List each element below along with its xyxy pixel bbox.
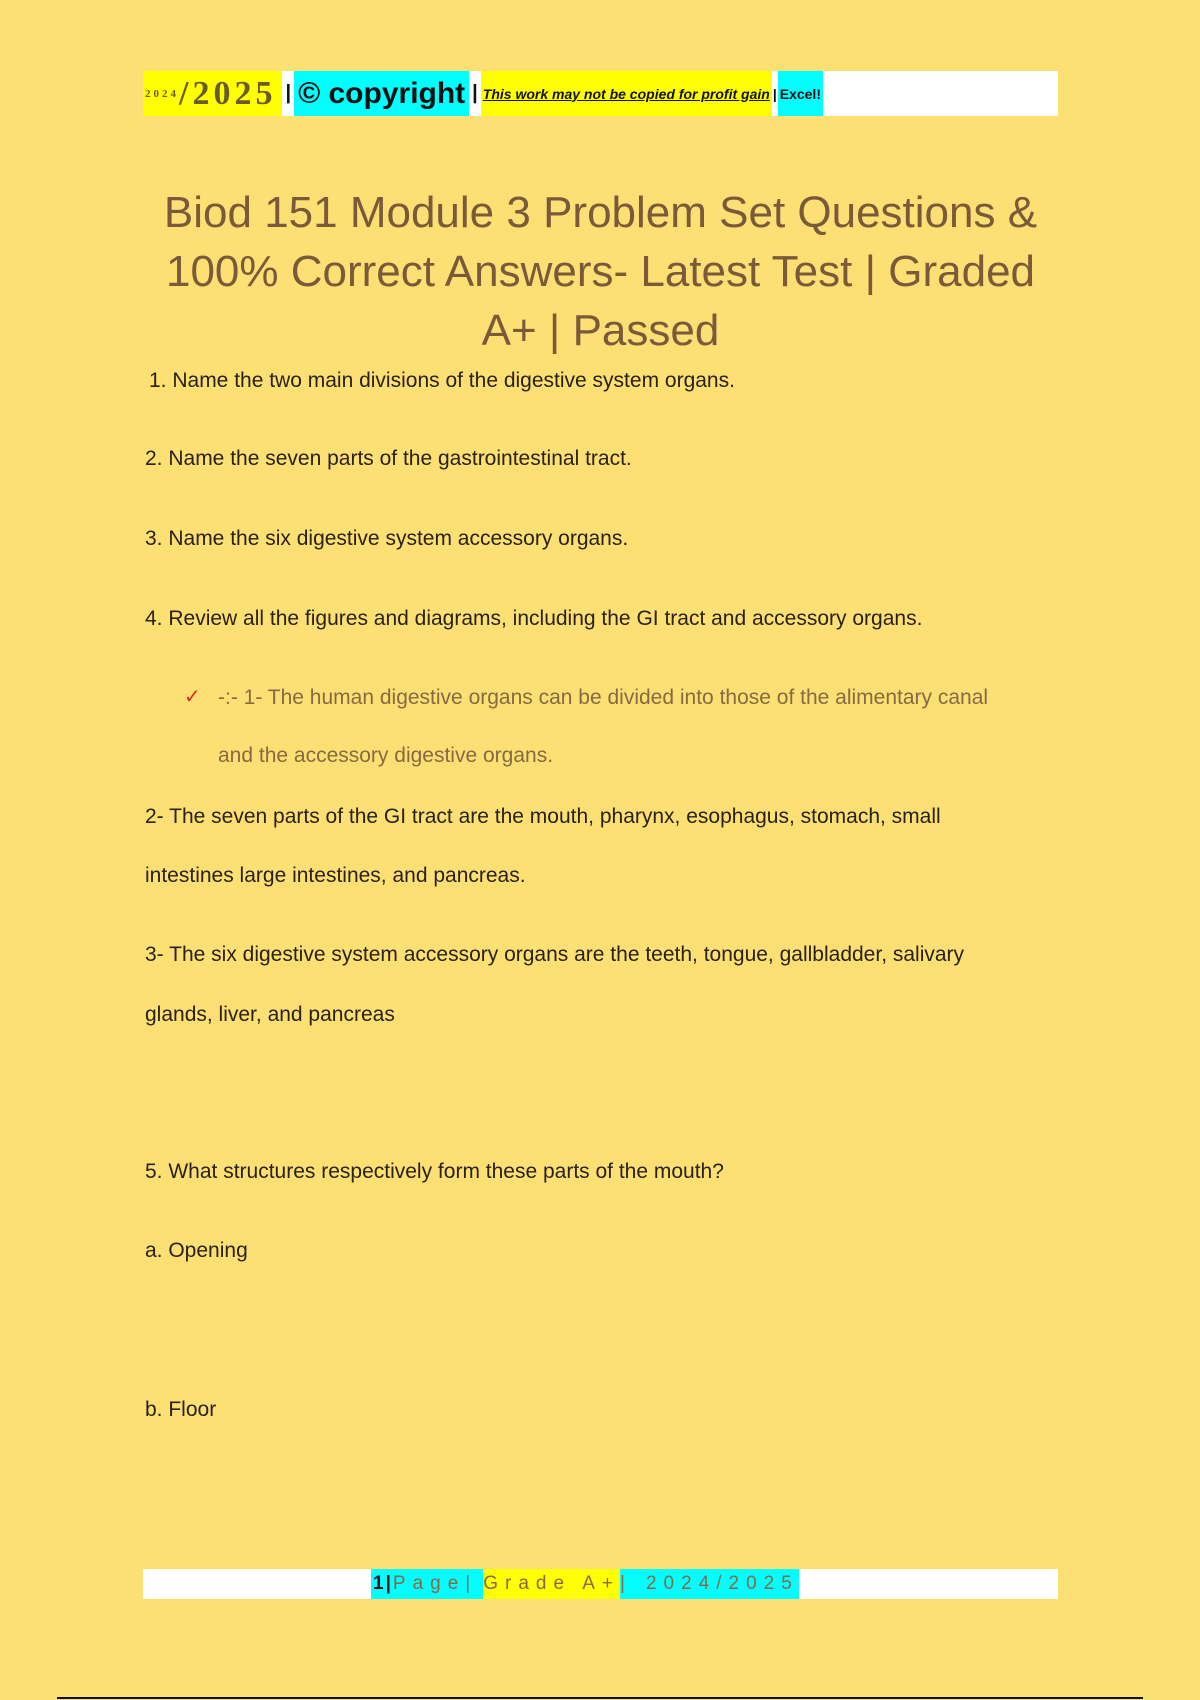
header-excel: Excel! bbox=[778, 71, 823, 116]
question-5: 5. What structures respectively form these parts of the mouth? bbox=[145, 1160, 724, 1183]
footer-separator: | bbox=[620, 1569, 646, 1599]
footer-page-label: Page bbox=[393, 1569, 465, 1599]
question-5-part-a: a. Opening bbox=[145, 1239, 248, 1262]
answer-3-line-1: 3- The six digestive system accessory organs are the teeth, tongue, gallbladder, salivary bbox=[145, 943, 965, 966]
footer-grade: Grade A+ bbox=[483, 1569, 620, 1599]
footer-separator: | bbox=[384, 1569, 393, 1599]
checkmark-icon: ✓ bbox=[184, 686, 201, 708]
answer-3-line-2: glands, liver, and pancreas bbox=[145, 1003, 395, 1026]
header-banner bbox=[143, 71, 1058, 116]
answer-1-line-2: and the accessory digestive organs. bbox=[218, 744, 554, 767]
header-year: /2025 bbox=[179, 71, 282, 116]
bottom-divider bbox=[57, 1697, 1143, 1699]
question-1: 1. Name the two main divisions of the digestive system organs. bbox=[149, 369, 735, 392]
footer-page-number: 1 bbox=[371, 1569, 384, 1599]
question-3: 3. Name the six digestive system accessory organs. bbox=[145, 527, 629, 550]
header-separator: | bbox=[472, 82, 478, 104]
question-2: 2. Name the seven parts of the gastrointestinal tract. bbox=[145, 447, 632, 470]
header-separator: | bbox=[285, 82, 292, 104]
answer-2-line-2: intestines large intestines, and pancreas. bbox=[145, 864, 526, 887]
footer-banner bbox=[143, 1569, 1058, 1599]
question-5-part-b: b. Floor bbox=[145, 1398, 217, 1421]
header-notice: This work may not be copied for profit gain bbox=[481, 71, 772, 116]
footer-years: 2024/2025 bbox=[646, 1569, 799, 1599]
answer-1-line-1: -:- 1- The human digestive organs can be divided into those of the alimentary canal bbox=[218, 686, 989, 709]
footer-separator: | bbox=[465, 1569, 483, 1599]
header-year-prefix: 2024 bbox=[143, 71, 179, 116]
header-separator: | bbox=[772, 85, 777, 102]
answer-2-line-1: 2- The seven parts of the GI tract are the mouth, pharynx, esophagus, stomach, small bbox=[145, 805, 941, 828]
header-copyright: © copyright bbox=[294, 71, 469, 116]
page-title: Biod 151 Module 3 Problem Set Questions & 100% Correct Answers- Latest Test | Graded A+ | Passed bbox=[163, 188, 1038, 355]
question-4: 4. Review all the figures and diagrams, including the GI tract and accessory organs. bbox=[145, 607, 923, 630]
